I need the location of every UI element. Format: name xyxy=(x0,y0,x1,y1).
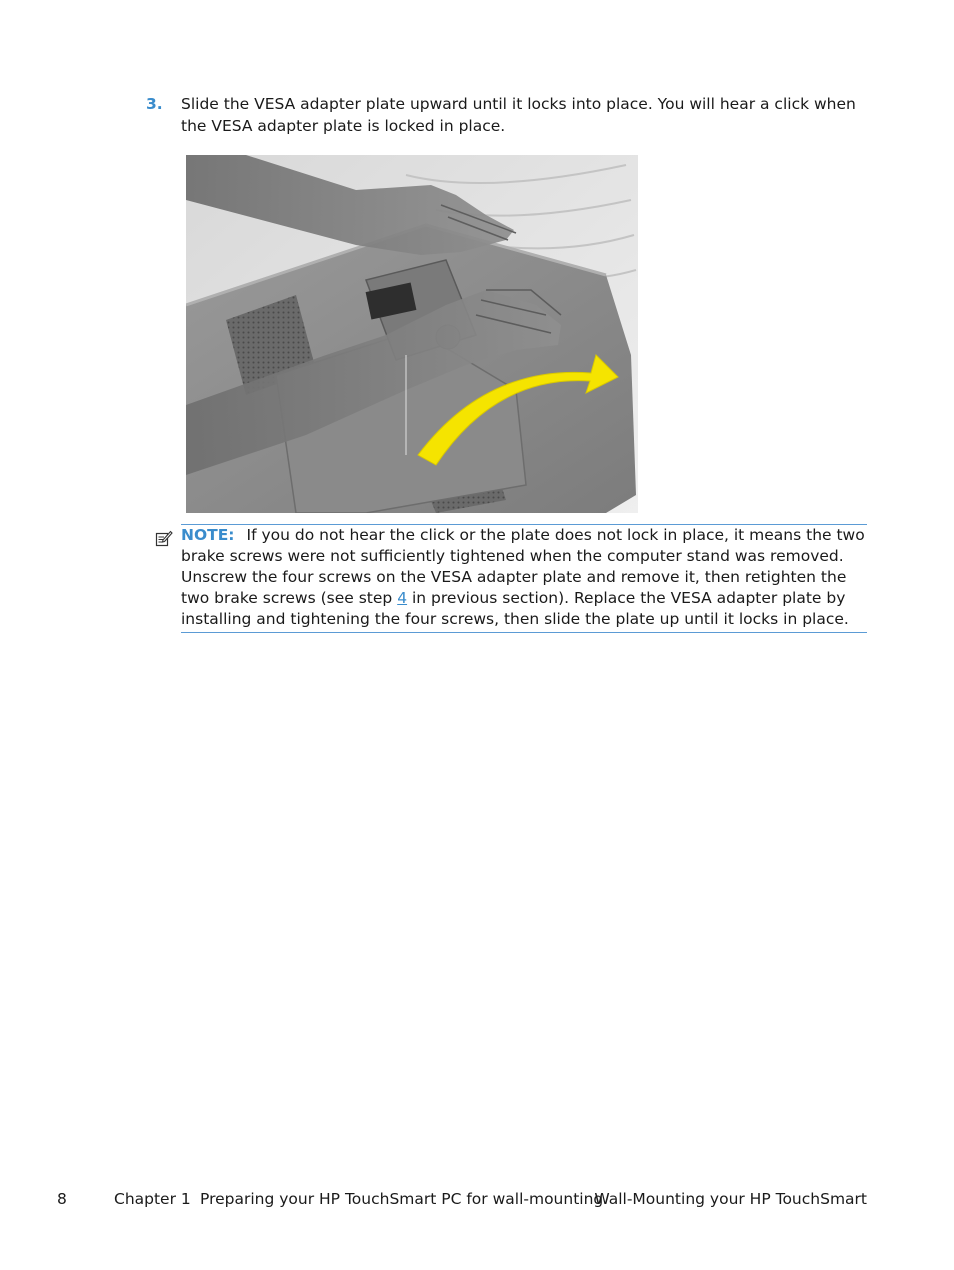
note-label: NOTE: xyxy=(181,526,235,544)
step-4-link[interactable]: 4 xyxy=(397,589,408,607)
note-text: If you do not hear the click or the plate does not lock in place, it means the two brake screws were not sufficiently tightened when the computer stand was removed. Unscrew the four screws on the VESA adapter plate and remove it, then retighten the two brake screws (see step xyxy=(181,526,865,607)
note-pencil-icon xyxy=(155,529,173,547)
step-text: Slide the VESA adapter plate upward until it locks into place. You will hear a click when the VESA adapter plate is locked in place. xyxy=(181,95,856,135)
step-number: 3. xyxy=(146,95,163,113)
vesa-plate-illustration xyxy=(186,155,638,513)
page-number: 8 xyxy=(57,1190,67,1208)
note-box xyxy=(181,524,867,633)
chapter-title: Preparing your HP TouchSmart PC for wall-mounting xyxy=(200,1190,604,1208)
chapter-label: Chapter 1 xyxy=(114,1190,191,1208)
note-text-continued: in previous section). Replace the VESA adapter plate by installing and tightening the four screws, then slide the plate up until it locks in place. xyxy=(181,589,849,628)
section-title: Wall-Mounting your HP TouchSmart xyxy=(594,1190,867,1208)
